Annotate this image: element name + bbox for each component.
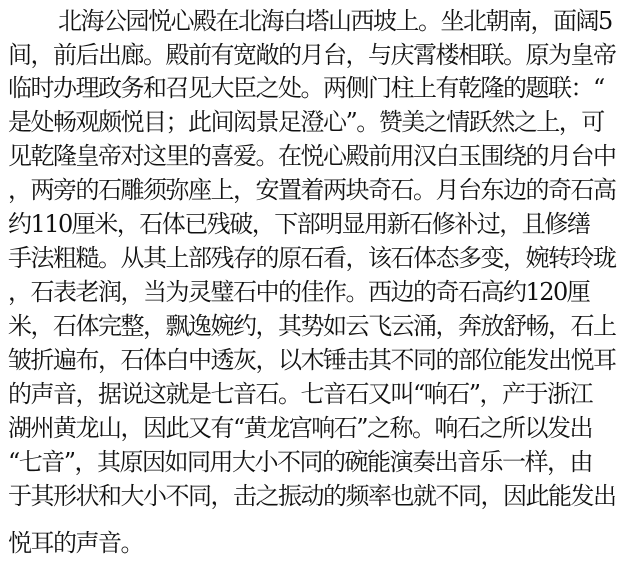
text-line-8: 手法粗糙。从其上部残存的原石看，该石体态多变，婉转玲珑 [8, 244, 616, 272]
text-line-10: 米，石体完整，飘逸婉约，其势如云飞云涌，奔放舒畅，石上 [8, 312, 616, 340]
text-line-1: 北海公园悦心殿在北海白塔山西坡上。坐北朝南，面阔5 [58, 7, 612, 35]
text-line-9: ，石表老润，当为灵璧石中的佳作。西边的奇石高约120厘 [8, 278, 590, 306]
text-line-3: 临时办理政务和召见大臣之处。两侧门柱上有乾隆的题联：“ [8, 74, 604, 102]
text-line-7: 约110厘米，石体已残破，下部明显用新石修补过，且修缮 [8, 210, 590, 238]
text-line-12: 的声音，据说这就是七音石。七音石又叫“响石”，产于浙江 [8, 380, 593, 408]
text-line-13: 湖州黄龙山，因此又有“黄龙宫响石”之称。响石之所以发出 [8, 414, 593, 442]
text-line-16: 悦耳的声音。 [8, 529, 143, 557]
text-line-4: 是处畅观颇悦目；此间闳景足澄心”。赞美之情跃然之上，可 [8, 108, 604, 136]
text-line-11: 皱折遍布，石体白中透灰，以木锤击其不同的部位能发出悦耳 [8, 346, 616, 374]
text-line-15: 于其形状和大小不同，击之振动的频率也就不同，因此能发出 [8, 482, 616, 510]
text-line-6: ，两旁的石雕须弥座上，安置着两块奇石。月台东边的奇石高 [8, 176, 616, 204]
text-line-5: 见乾隆皇帝对这里的喜爱。在悦心殿前用汉白玉围绕的月台中 [8, 142, 616, 170]
text-line-14: “七音”，其原因如同用大小不同的碗能演奏出音乐一样，由 [8, 448, 593, 476]
text-line-2: 间，前后出廊。殿前有宽敞的月台，与庆霄楼相联。原为皇帝 [8, 41, 616, 69]
